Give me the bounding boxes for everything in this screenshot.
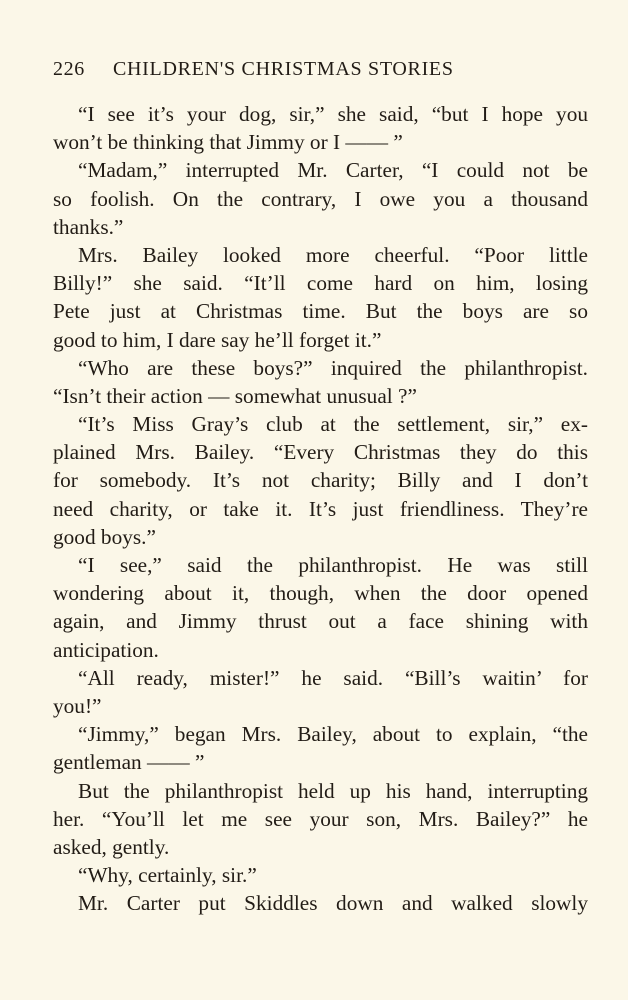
text-line: Mr. Carter put Skiddles down and walked slowly bbox=[78, 891, 588, 916]
text-line: “I see it’s your dog, sir,” she said, “but I hope you bbox=[78, 102, 588, 126]
text-line: her. “You’ll let me see your son, Mrs. Bailey?” he bbox=[53, 806, 588, 831]
text-line: Pete just at Christmas time. But the boys are so bbox=[53, 299, 588, 324]
text-line: wondering about it, though, when the door opened bbox=[53, 581, 588, 606]
text-line: won’t be thinking that Jimmy or I —— ” bbox=[53, 130, 403, 155]
text-line: “Why, certainly, sir.” bbox=[78, 863, 257, 888]
text-line: Mrs. Bailey looked more cheerful. “Poor little bbox=[78, 242, 588, 267]
text-line: so foolish. On the contrary, I owe you a thousand bbox=[53, 186, 588, 211]
text-line: need charity, or take it. It’s just friendliness. They’re bbox=[53, 496, 588, 521]
text-line: anticipation. bbox=[53, 637, 159, 662]
text-line: Billy!” she said. “It’ll come hard on him, losing bbox=[53, 271, 588, 296]
text-line: gentleman —— ” bbox=[53, 750, 205, 775]
text-line: “It’s Miss Gray’s club at the settlement, sir,” ex- bbox=[78, 412, 588, 437]
running-header bbox=[53, 58, 588, 94]
text-line: “Madam,” interrupted Mr. Carter, “I could not be bbox=[78, 158, 588, 183]
text-line: “Jimmy,” began Mrs. Bailey, about to explain, “the bbox=[78, 722, 588, 747]
text-line: “I see,” said the philanthropist. He was still bbox=[78, 553, 588, 577]
text-line: you!” bbox=[53, 693, 102, 718]
page-body bbox=[53, 100, 588, 917]
text-line: good to him, I dare say he’ll forget it.” bbox=[53, 327, 382, 352]
text-line: “Isn’t their action — somewhat unusual ?” bbox=[53, 383, 417, 408]
text-line: again, and Jimmy thrust out a face shining with bbox=[53, 609, 588, 634]
text-line: But the philanthropist held up his hand, interrupting bbox=[78, 778, 588, 803]
text-line: good boys.” bbox=[53, 524, 156, 549]
text-line: asked, gently. bbox=[53, 834, 170, 859]
text-line: thanks.” bbox=[53, 214, 124, 239]
text-line: “All ready, mister!” he said. “Bill’s waitin’ for bbox=[78, 665, 588, 690]
page-number: 226 bbox=[53, 58, 85, 80]
text-line: plained Mrs. Bailey. “Every Christmas they do this bbox=[53, 440, 588, 465]
text-line: “Who are these boys?” inquired the philanthropist. bbox=[78, 355, 588, 380]
text-line: for somebody. It’s not charity; Billy and I don’t bbox=[53, 468, 588, 493]
running-title: CHILDREN'S CHRISTMAS STORIES bbox=[113, 58, 454, 80]
